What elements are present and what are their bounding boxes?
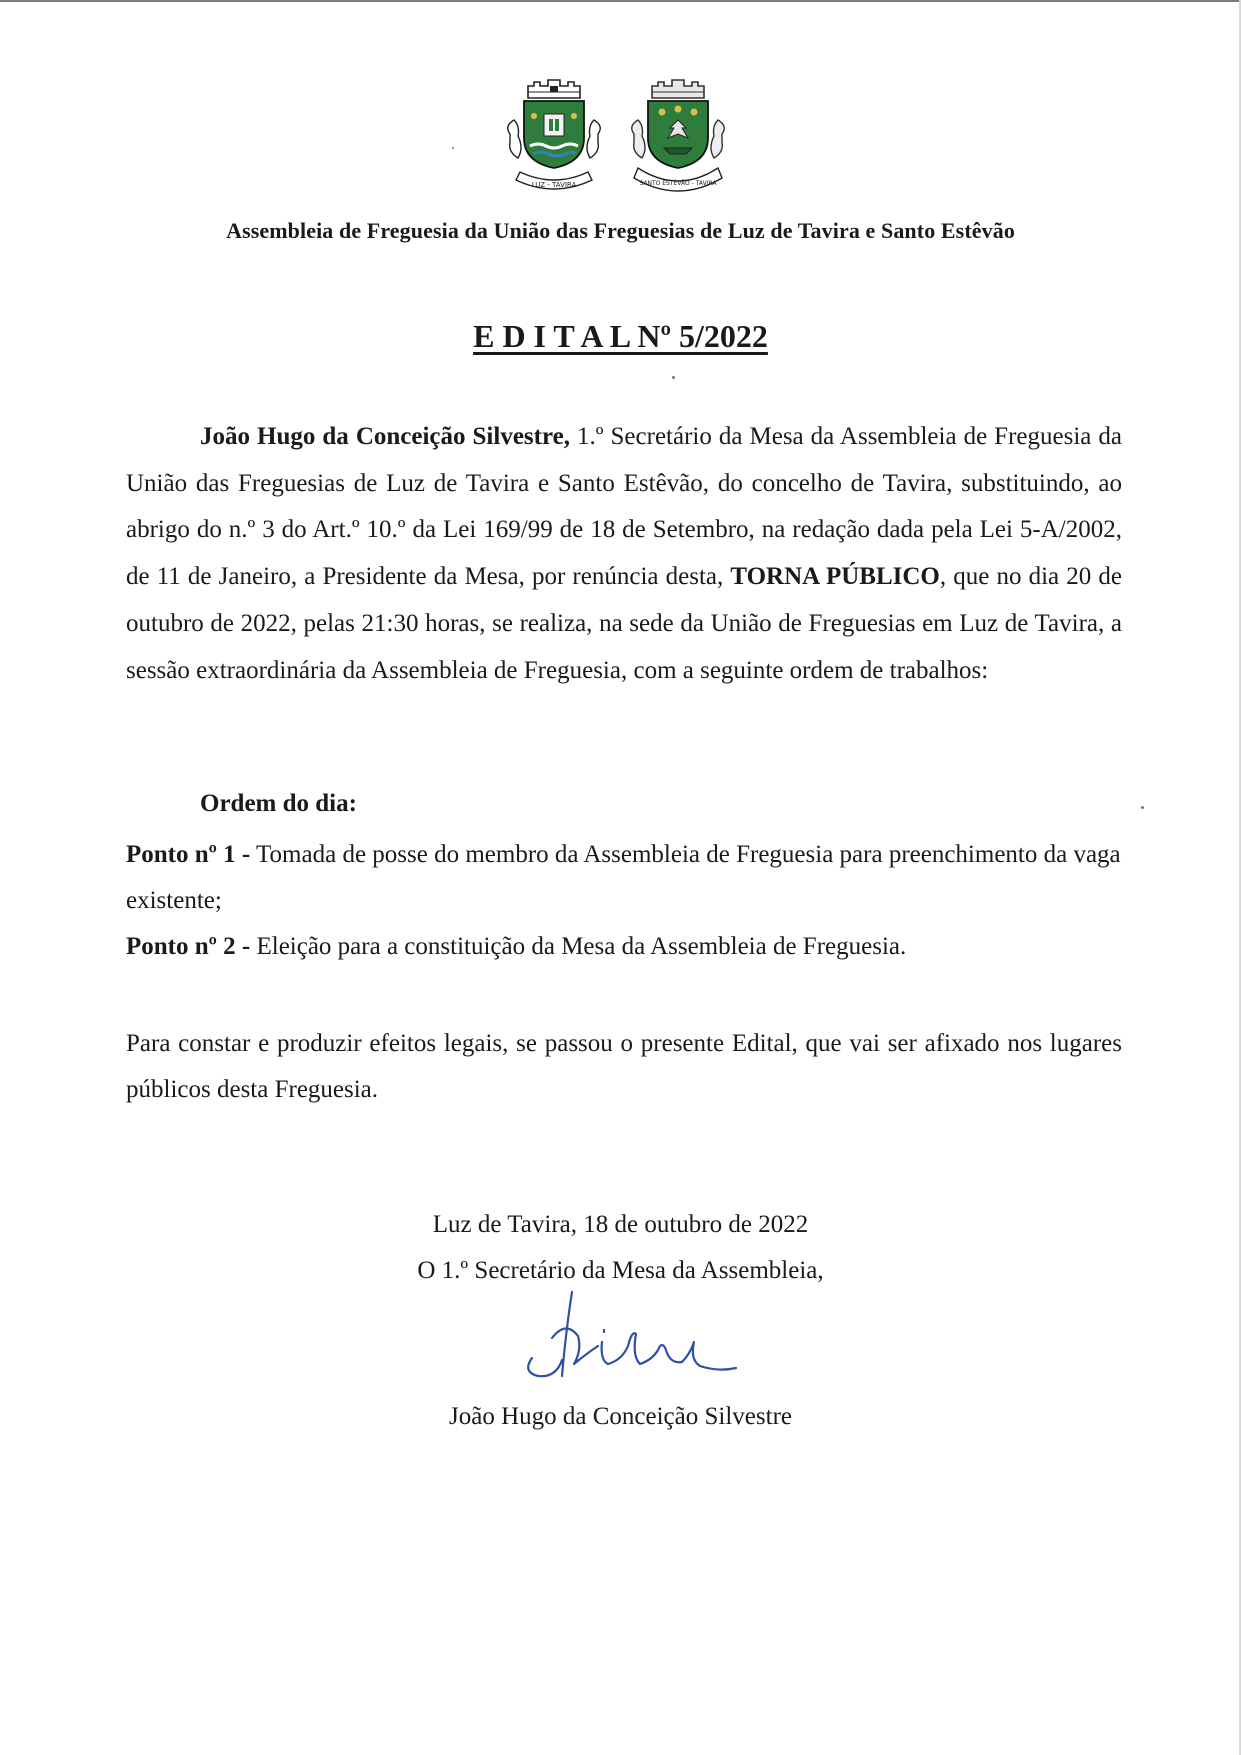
announcement-text-2: , que no dia 20 de outubro de 2022, pelas 21:30 horas, se realiza, na sede da União de Freguesias em Luz de Tavira, a sessão extraordinária da Assembleia de Freguesia, com a seguinte ordem de trabalhos:	[126, 563, 1123, 684]
crest-luz-motto: LUZ - TAVIRA	[531, 181, 577, 189]
scan-speck	[672, 376, 675, 379]
place-date: Luz de Tavira, 18 de outubro de 2022	[432, 1211, 809, 1238]
announcement-text-1: 1.º Secretário da Mesa da Assembleia de Freguesia da União das Freguesias de Luz de Tavira e Santo Estêvão, do concelho de Tavira, substituindo, ao abrigo do n.º 3 do Art.º 10.º da Lei 169/99 de 18 de Setembro, na redação dada pela Lei 5-A/2002, de 11 de Janeiro, a Presidente da Mesa, por renúncia desta,	[126, 423, 1122, 591]
assembly-header: Assembleia de Freguesia da União das Freguesias de Luz de Tavira e Santo Estêvão	[226, 218, 1015, 243]
secretary-name: João Hugo da Conceição Silvestre,	[200, 423, 570, 450]
scan-speck	[1141, 806, 1144, 809]
handwritten-signature	[512, 1280, 744, 1390]
agenda-item	[126, 832, 1122, 924]
agenda-item	[126, 924, 1122, 970]
signer-role: O 1.º Secretário da Mesa da Assembleia,	[417, 1257, 824, 1284]
coat-of-arms-luz-de-tavira-icon	[500, 76, 608, 202]
agenda-item-text: Eleição para a constituição da Mesa da Assembleia de Freguesia.	[250, 933, 907, 960]
crests	[500, 76, 732, 202]
announcement-paragraph	[126, 414, 1122, 694]
closing-paragraph: Para constar e produzir efeitos legais, se passou o presente Edital, que vai ser afixado nos lugares públicos desta Freguesia.	[126, 1030, 1122, 1103]
agenda-item-label: Ponto nº 1 -	[126, 841, 251, 868]
agenda-list	[126, 832, 1122, 970]
scan-edge-top	[0, 0, 1241, 2]
signer-name: João Hugo da Conceição Silvestre	[449, 1403, 792, 1430]
document-title: E D I T A L Nº 5/2022	[473, 318, 768, 354]
scan-speck	[452, 147, 454, 149]
agenda-item-label: Ponto nº 2 -	[126, 933, 251, 960]
agenda-item-text: Tomada de posse do membro da Assembleia de Freguesia para preenchimento da vaga existente;	[126, 841, 1121, 914]
announcement-emphasis: TORNA PÚBLICO	[730, 563, 940, 591]
agenda-heading: Ordem do dia:	[200, 790, 357, 817]
crest-santo-motto: SANTO ESTÊVÃO - TAVIRA	[639, 180, 717, 187]
coat-of-arms-santo-estevao-icon	[624, 76, 732, 202]
